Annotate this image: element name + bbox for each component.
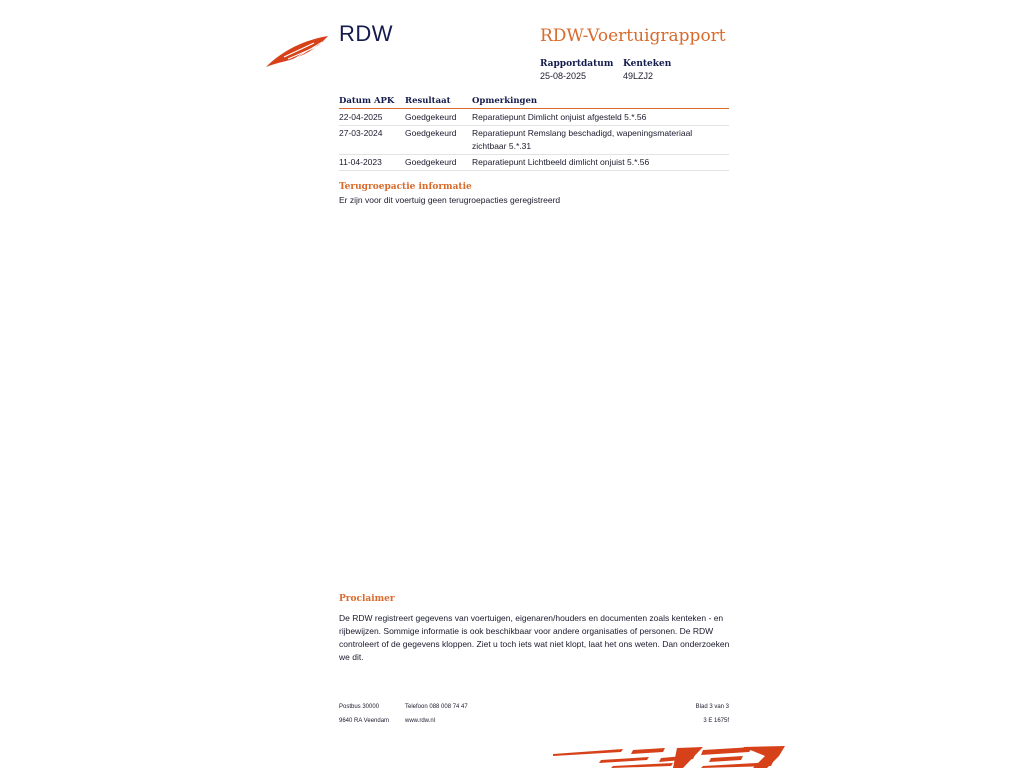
- cell-opmerking: Reparatiepunt Lichtbeeld dimlicht onjuist 5.*.56: [472, 157, 650, 167]
- table-row: [339, 126, 729, 155]
- rapportdatum-label: Rapportdatum: [540, 59, 614, 69]
- footer-postbus: Postbus 30000: [339, 704, 380, 710]
- table-row: [339, 155, 729, 172]
- footer-website[interactable]: www.rdw.nl: [405, 718, 436, 724]
- kenteken-value: 49LZJ2: [623, 71, 654, 81]
- table-row: [339, 109, 729, 126]
- proclaimer-text: De RDW registreert gegevens van voertuigen, eigenaren/houders en documenten zoals kenteken - en rijbewijzen. Sommige informatie is ook beschikbaar voor andere organisaties of personen. De RDW controleert of de gegevens kloppen. Ziet u toch iets wat niet klopt, laat het ons weten. Dan onderzoeken we dit.: [339, 613, 730, 662]
- rdw-stripes-logo-icon: [553, 746, 785, 768]
- recall-title: Terugroepactie informatie: [339, 182, 472, 192]
- cell-resultaat: Goedgekeurd: [405, 157, 457, 167]
- cell-opmerking: Reparatiepunt Remslang beschadigd, wapeningsmateriaal zichtbaar 5.*.31: [472, 128, 693, 151]
- cell-datum: 22-04-2025: [339, 111, 383, 122]
- header-opmerkingen: Opmerkingen: [472, 96, 538, 106]
- cell-datum: 27-03-2024: [339, 128, 383, 138]
- footer-page-number: Blad 3 van 3: [695, 704, 729, 710]
- rdw-logo-icon: [264, 33, 330, 69]
- cell-datum: 11-04-2023: [339, 157, 382, 167]
- footer-address: 9640 RA Veendam: [339, 718, 390, 724]
- apk-table: [339, 96, 729, 171]
- brand-name: RDW: [339, 21, 394, 46]
- kenteken-label: Kenteken: [623, 59, 672, 69]
- recall-text: Er zijn voor dit voertuig geen terugroepacties geregistreerd: [339, 195, 561, 205]
- report-title: RDW-Voertuigrapport: [540, 26, 726, 46]
- proclaimer-title: Proclaimer: [339, 594, 395, 604]
- footer-telefoon: Telefoon 088 008 74 47: [405, 704, 468, 710]
- header-resultaat: Resultaat: [405, 96, 451, 106]
- cell-resultaat: Goedgekeurd: [405, 128, 457, 138]
- footer-code: 3 E 1675f: [703, 718, 729, 724]
- header-datum-apk: Datum APK: [339, 96, 395, 106]
- apk-table-header: [339, 96, 729, 109]
- rapportdatum-value: 25-08-2025: [540, 71, 587, 81]
- cell-opmerking: Reparatiepunt Dimlicht onjuist afgesteld 5.*.56: [472, 111, 647, 122]
- cell-resultaat: Goedgekeurd: [405, 111, 457, 122]
